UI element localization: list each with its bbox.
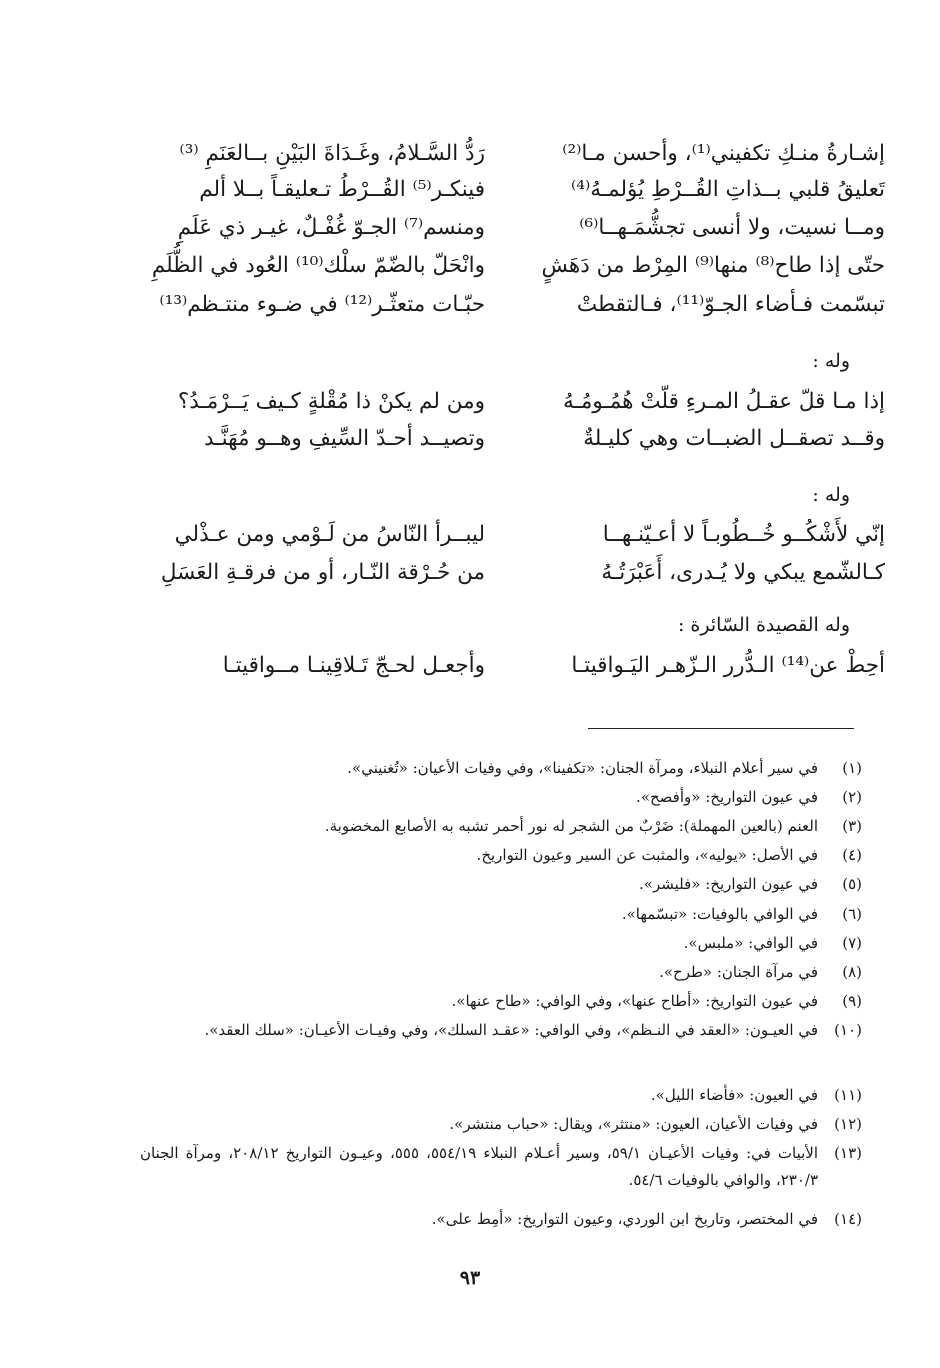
- first-hemistich: ومــا نسيت، ولا أنسى تجشُّمَـهــا⁽⁶⁾: [579, 215, 885, 240]
- footnote-number: (١): [842, 759, 862, 777]
- footnote: [140, 813, 862, 840]
- footnote-text: في الأصل: «يوليه»، والمثبت عن السير وعيون التواريخ.: [476, 846, 818, 864]
- verse-line: [140, 524, 885, 546]
- second-hemistich: ومن لم يكنْ ذا مُقْلةٍ كـيف يَــرْمَـدُ؟: [177, 389, 485, 414]
- page-number: ٩٣: [459, 1267, 481, 1289]
- second-hemistich: وأجعـل لحـجّ تَـلاقِينـا مــواقيتـا: [222, 653, 485, 678]
- first-hemistich: وقــد تصقــل الضبــات وهي كليـلةٌ: [583, 426, 885, 451]
- footnote-number: (١٤): [834, 1210, 862, 1228]
- footnote-text: الأبيات في: وفيات الأعيـان ٥٩/١، وسير أعـلام النبلاء ٥٥٤/١٩، ٥٥٥، وعيـون التواريخ ٢٠٨/١٢، ومرآة الجنان ٢٣٠/٣، والوافي بالوفيات ٥٤/٦.: [140, 1144, 819, 1189]
- footnote-number: (٨): [842, 963, 862, 981]
- footnote-text: في الوافي: «ملبس».: [683, 934, 818, 952]
- second-hemistich: وتصيــد أحـدّ السِّيفِ وهــو مُهَنَّـد: [204, 426, 485, 451]
- verse-line: [140, 179, 885, 201]
- second-hemistich: حبّـات متعثّـر⁽¹²⁾ في ضـوء منتـظم⁽¹³⁾: [159, 292, 485, 317]
- footnote-text: في مرآة الجنان: «طرح».: [659, 963, 818, 981]
- footnote-number: (١١): [834, 1086, 862, 1104]
- footnote: [140, 901, 862, 928]
- footnote: [140, 959, 862, 986]
- second-hemistich: فينكـر⁽⁵⁾ القُــرْطُ تـعليقـاً بــلا ألم: [199, 177, 485, 202]
- footnote-text: في سير أعلام النبلاء، ومرآة الجنان: «تكفينا»، وفي وفيات الأعيان: «تُغنيني».: [347, 759, 818, 777]
- second-hemistich: ليبــرأ النّاسُ من لَـوْمي ومن عـذْلي: [174, 522, 485, 547]
- footnote: [140, 871, 862, 898]
- footnote-number: (٦): [842, 905, 862, 923]
- footnote-text: في الوافي بالوفيات: «تبسّمها».: [621, 905, 818, 923]
- second-hemistich: رَدُّ السَّـلامُ، وغَـدَاةَ البَيْنِ بــالعَنَمِ ⁽³⁾: [179, 141, 485, 166]
- footnote: [140, 1017, 862, 1044]
- footnote: [140, 784, 862, 811]
- footnote: [140, 1111, 862, 1138]
- footnote: [140, 988, 862, 1015]
- footnote-text: في عيون التواريخ: «فليشر».: [639, 875, 818, 893]
- footnote-text: في العيـون: «العقد في النـظم»، وفي الوافي: «عقـد السلك»، وفي وفيـات الأعيـان: «سلك العقد».: [204, 1021, 818, 1039]
- verse-line: [140, 391, 885, 413]
- poem-intro: وله :: [812, 484, 850, 506]
- footnote-number: (٤): [842, 846, 862, 864]
- first-hemistich: إذا مـا قلّ عقـلُ المـرءِ قلّتْ هُمُـومُـهُ: [563, 389, 885, 414]
- footnote-text: في المختصر، وتاريخ ابن الوردي، وعيون التواريخ: «أمِط على».: [431, 1210, 818, 1228]
- verse-line: [140, 255, 885, 277]
- verse-line: [140, 143, 885, 165]
- poem-intro: وله :: [812, 350, 850, 372]
- second-hemistich: من حُـرْقة النّـار، أو من فرقـةِ العَسَلِ: [160, 560, 485, 585]
- footnote-number: (٩): [842, 992, 862, 1010]
- footnote: [140, 842, 862, 869]
- footnote: [140, 1140, 862, 1194]
- footnote: [140, 1082, 862, 1109]
- footnote: [140, 1206, 862, 1233]
- footnote-number: (٢): [842, 788, 862, 806]
- poem-intro: وله القصيدة السّائرة :: [677, 614, 850, 636]
- footnote-separator: [588, 728, 854, 729]
- verse-line: [140, 294, 885, 316]
- second-hemistich: ومنسم⁽⁷⁾ الجـوّ غُفْـلٌ، غيـر ذي عَلَمِ: [177, 215, 485, 240]
- verse-line: [140, 428, 885, 450]
- first-hemistich: كـالشّمع يبكي ولا يُـدرى، أَعَبْرَتُـهُ: [601, 560, 885, 585]
- footnote-number: (١٣): [834, 1144, 862, 1162]
- footnote-number: (٥): [842, 875, 862, 893]
- first-hemistich: إنّي لأَشْكُــو خُــطُوبـاً لا أعـيّنـهــا: [602, 522, 885, 547]
- footnote-text: العنم (بالعين المهملة): ضَرْبٌ من الشجر له نور أحمر تشبه به الأصابع المخضوبة.: [324, 817, 818, 835]
- second-hemistich: وانْحَلّ بالضّمّ سلْك⁽¹⁰⁾ العُود في الظُّلَمِ: [151, 253, 485, 278]
- footnote: [140, 930, 862, 957]
- footnote-text: في العيون: «فأضاء الليل».: [650, 1086, 818, 1104]
- first-hemistich: تبسّمت فـأضاء الجـوّ⁽¹¹⁾، فـالتقطتْ: [576, 292, 885, 317]
- footnote-text: في عيون التواريخ: «وأفصح».: [636, 788, 818, 806]
- verse-line: [140, 655, 885, 677]
- footnote-text: في عيون التواريخ: «أطاح عنها»، وفي الوافي: «طاح عنها».: [451, 992, 818, 1010]
- footnote-number: (٣): [842, 817, 862, 835]
- footnote-text: في وفيات الأعيان، العيون: «منتثر»، ويقال: «حباب منتشر».: [449, 1115, 818, 1133]
- first-hemistich: حتّى إذا طاح⁽⁸⁾ منها⁽⁹⁾ المِرْط من دَهَشٍ: [541, 253, 885, 278]
- first-hemistich: إشـارةُ منـكِ تكفيني⁽¹⁾، وأحسن مـا⁽²⁾: [562, 141, 885, 166]
- footnote-number: (٧): [842, 934, 862, 952]
- first-hemistich: أحِطْ عن⁽¹⁴⁾ الـدُّرر الـزّهـر اليَـواقيتـا: [571, 653, 885, 678]
- verse-line: [140, 562, 885, 584]
- first-hemistich: تَعليقُ قلبي بــذاتِ القُــرْطِ يُؤلمـهُ⁽⁴⁾: [571, 177, 885, 202]
- footnote-number: (١٢): [834, 1115, 862, 1133]
- footnote-number: (١٠): [834, 1021, 862, 1039]
- verse-line: [140, 217, 885, 239]
- footnote: [140, 755, 862, 782]
